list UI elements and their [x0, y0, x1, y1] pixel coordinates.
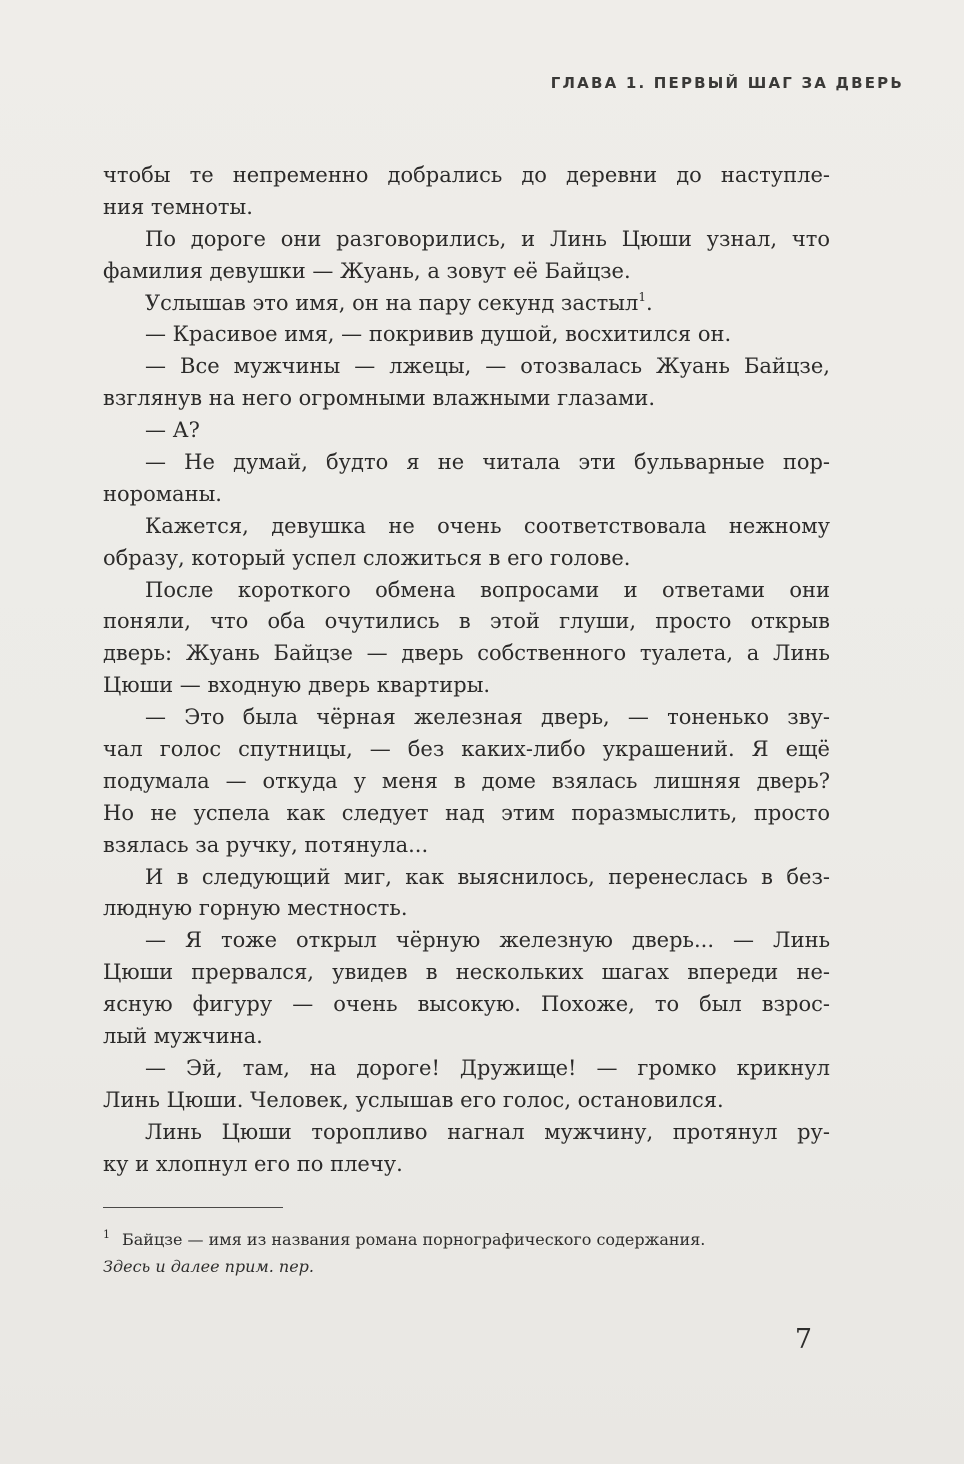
- text-line: [103, 192, 830, 224]
- text-line: [103, 989, 830, 1021]
- text-line-content: нороманы.: [103, 481, 222, 506]
- text-line: [103, 957, 830, 989]
- text-line-content: чал голос спутницы, — без каких-либо украшений. Я ещё: [103, 737, 830, 762]
- footnote-line: [103, 1226, 830, 1253]
- text-line-tail: .: [645, 290, 653, 315]
- text-line: [103, 224, 830, 256]
- text-line: [103, 702, 830, 734]
- text-line-content: — А?: [145, 418, 200, 443]
- text-line-content: После короткого обмена вопросами и ответами они: [145, 577, 830, 602]
- text-line: [103, 798, 830, 830]
- text-line: [103, 288, 830, 320]
- footnote: [103, 1226, 830, 1280]
- text-line-content: лый мужчина.: [103, 1024, 263, 1049]
- text-line: [103, 606, 830, 638]
- text-line: [103, 830, 830, 862]
- text-line-content: — Это была чёрная железная дверь, — тоненько зву-: [145, 705, 830, 730]
- text-line: [103, 1149, 830, 1181]
- text-line-content: фамилия девушки — Жуань, а зовут её Байцзе.: [103, 258, 631, 283]
- text-line-content: — Все мужчины — лжецы, — отозвалась Жуань Байцзе,: [145, 354, 830, 379]
- footnote-text: Байцзе — имя из названия романа порнографического содержания.: [122, 1230, 706, 1249]
- text-line-content: чтобы те непременно добрались до деревни до наступле-: [103, 163, 830, 187]
- text-line-content: дверь: Жуань Байцзе — дверь собственного туалета, а Линь: [103, 641, 830, 666]
- text-line: [103, 734, 830, 766]
- text-line: [103, 1053, 830, 1085]
- text-line: [103, 1021, 830, 1053]
- text-line-content: ния темноты.: [103, 194, 253, 219]
- text-line: [103, 256, 830, 288]
- text-line-content: — Эй, там, на дороге! Дружище! — громко крикнул: [145, 1055, 830, 1080]
- text-line: [103, 383, 830, 415]
- text-line: [103, 1117, 830, 1149]
- text-line: [103, 670, 830, 702]
- text-line-content: По дороге они разговорились, и Линь Цюши узнал, что: [145, 226, 830, 251]
- text-line: [103, 415, 830, 447]
- text-line: [103, 1085, 830, 1117]
- text-line: [103, 575, 830, 607]
- text-line: [103, 862, 830, 894]
- footnote-number: 1: [103, 1228, 110, 1241]
- text-line-content: людную горную местность.: [103, 896, 408, 921]
- footnote-reference[interactable]: 1: [638, 289, 646, 304]
- text-line: [103, 893, 830, 925]
- body-text: [103, 160, 830, 1181]
- text-line-content: Линь Цюши. Человек, услышав его голос, остановился.: [103, 1087, 724, 1112]
- text-line-content: поняли, что оба очутились в этой глуши, просто открыв: [103, 609, 830, 634]
- text-line-content: Услышав это имя, он на пару секунд застыл: [145, 290, 639, 315]
- text-line: [103, 511, 830, 543]
- footnote-translator-note: Здесь и далее прим. пер.: [103, 1257, 315, 1276]
- text-line: [103, 479, 830, 511]
- text-line: [103, 638, 830, 670]
- text-line: [103, 351, 830, 383]
- text-line-content: ку и хлопнул его по плечу.: [103, 1151, 403, 1176]
- text-line-content: подумала — откуда у меня в доме взялась лишняя дверь?: [103, 768, 830, 793]
- text-line: [103, 925, 830, 957]
- text-line-content: Линь Цюши торопливо нагнал мужчину, протянул ру-: [145, 1119, 830, 1144]
- text-line-content: образу, который успел сложиться в его голове.: [103, 545, 631, 570]
- text-line: [103, 160, 830, 192]
- text-line-content: Цюши прервался, увидев в нескольких шагах впереди не-: [103, 960, 830, 985]
- text-line-content: Цюши — входную дверь квартиры.: [103, 673, 491, 698]
- text-line-content: Но не успела как следует над этим поразмыслить, просто: [103, 800, 830, 825]
- text-line: [103, 447, 830, 479]
- text-line-content: Кажется, девушка не очень соответствовала нежному: [145, 513, 830, 538]
- page-number: 7: [794, 1324, 812, 1355]
- text-line-content: — Красивое имя, — покривив душой, восхитился он.: [145, 322, 732, 347]
- footnote-rule: [103, 1207, 283, 1208]
- text-line: [103, 543, 830, 575]
- text-line-content: взялась за ручку, потянула...: [103, 832, 429, 857]
- text-line-content: взглянув на него огромными влажными глазами.: [103, 386, 655, 411]
- text-line: [103, 766, 830, 798]
- text-line: [103, 319, 830, 351]
- text-line-content: — Я тоже открыл чёрную железную дверь... — Линь: [145, 928, 830, 953]
- text-line-content: И в следующий миг, как выяснилось, перенеслась в без-: [145, 864, 830, 889]
- running-head: ГЛАВА 1. ПЕРВЫЙ ШАГ ЗА ДВЕРЬ: [550, 74, 904, 92]
- text-line-content: ясную фигуру — очень высокую. Похоже, то был взрос-: [103, 992, 830, 1017]
- text-line-content: — Не думай, будто я не читала эти бульварные пор-: [145, 450, 830, 475]
